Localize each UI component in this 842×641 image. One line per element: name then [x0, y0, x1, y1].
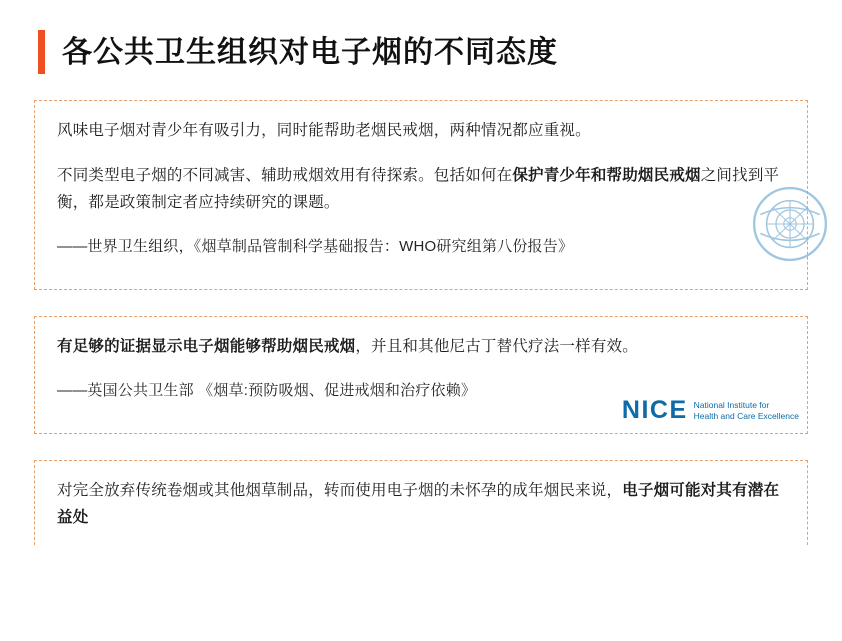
quote-block-who [34, 100, 808, 290]
who-paragraph-1: 风味电子烟对青少年有吸引力，同时能帮助老烟民戒烟，两种情况都应重视。 [57, 122, 591, 139]
title-accent-bar [38, 30, 45, 74]
who-p2-suffix: 之间找到平衡，都是政策制定者应持续研究的课题。 [57, 167, 780, 212]
page-title [34, 30, 808, 74]
who-p2-prefix: 不同类型电子烟的不同减害、辅助戒烟效用有待探索。包括如何在 [57, 167, 513, 185]
phe-source: ——英国公共卫生部 《烟草:预防吸烟、促进戒烟和治疗依赖》 [57, 382, 477, 400]
who-paragraph-2 [57, 162, 785, 216]
nice-logo-subtitle [694, 400, 799, 421]
quote-block-third [34, 460, 808, 545]
phe-p1-suffix: ，并且和其他尼古丁替代疗法一样有效。 [355, 338, 638, 355]
page-title-text: 各公共卫生组织对电子烟的不同态度 [62, 35, 558, 69]
nice-logo-word: NICE [621, 396, 688, 424]
nice-logo-subtitle-line-2: Health and Care Excellence [693, 410, 799, 421]
third-p1-prefix: 对完全放弃传统卷烟或其他烟草制品，转而使用电子烟的未怀孕的成年烟民来说， [57, 482, 623, 499]
third-paragraph-1 [57, 477, 785, 531]
phe-p1-bold: 有足够的证据显示电子烟能够帮助烟民戒烟 [57, 338, 356, 355]
document-page [0, 30, 842, 641]
nice-logo [622, 396, 799, 425]
quote-block-phe [34, 316, 808, 434]
un-emblem-logo [751, 185, 829, 263]
who-p2-bold: 保护青少年和帮助烟民戒烟 [512, 167, 701, 185]
phe-paragraph-1 [57, 333, 785, 360]
nice-logo-subtitle-line-1: National Institute for [693, 399, 770, 410]
third-p1-bold: 电子烟可能对其有潜在益处 [57, 482, 780, 527]
who-source: ——世界卫生组织，《烟草制品管制科学基础报告：WHO研究组第八份报告》 [57, 238, 574, 256]
